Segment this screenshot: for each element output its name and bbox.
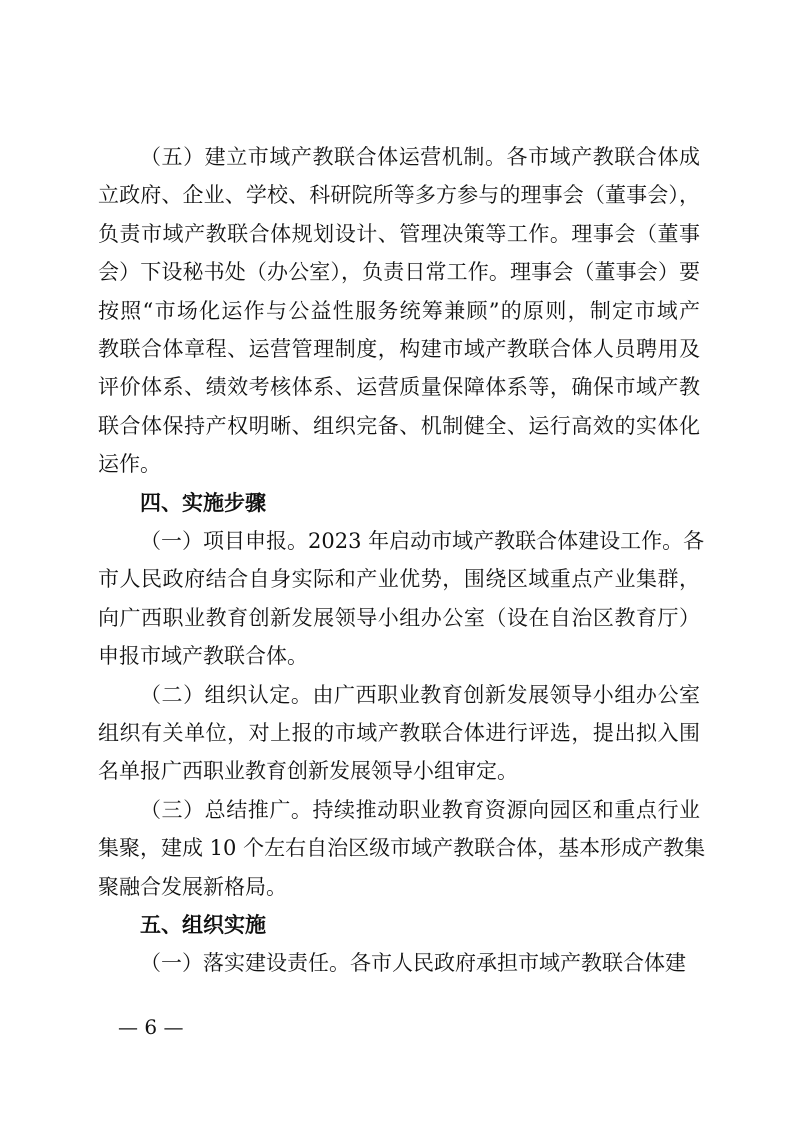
paragraph-line: （三）总结推广。持续推动职业教育资源向园区和重点行业 <box>140 798 700 822</box>
paragraph-line: 联合体保持产权明晰、组织完备、机制健全、运行高效的实体化 <box>98 414 700 438</box>
paragraph-line: （五）建立市域产教联合体运营机制。各市域产教联合体成 <box>140 145 700 169</box>
paragraph-line: 评价体系、绩效考核体系、运营质量保障体系等，确保市域产教 <box>98 375 700 399</box>
paragraph-line: 立政府、企业、学校、科研院所等多方参与的理事会（董事会）， <box>98 183 700 207</box>
paragraph-line: 教联合体章程、运营管理制度，构建市域产教联合体人员聘用及 <box>98 337 700 361</box>
paragraph-line: 向广西职业教育创新发展领导小组办公室（设在自治区教育厅） <box>98 606 700 630</box>
section-heading: 五、组织实施 <box>140 913 266 937</box>
paragraph-line: 按照“市场化运作与公益性服务统筹兼顾”的原则，制定市域产 <box>98 299 700 323</box>
paragraph-line: 名单报广西职业教育创新发展领导小组审定。 <box>98 759 518 783</box>
paragraph-line: 聚融合发展新格局。 <box>98 875 287 899</box>
page-number: — 6 — <box>118 1015 184 1039</box>
paragraph-line: （二）组织认定。由广西职业教育创新发展领导小组办公室 <box>140 683 700 707</box>
section-heading: 四、实施步骤 <box>140 491 266 515</box>
paragraph-line: 负责市域产教联合体规划设计、管理决策等工作。理事会（董事 <box>98 222 700 246</box>
paragraph-line: 集聚，建成 10 个左右自治区级市域产教联合体，基本形成产教集 <box>98 836 706 860</box>
paragraph-line: 会）下设秘书处（办公室），负责日常工作。理事会（董事会）要 <box>98 260 700 284</box>
paragraph-line: 运作。 <box>98 452 161 476</box>
paragraph-line: （一）落实建设责任。各市人民政府承担市域产教联合体建 <box>140 951 686 975</box>
paragraph-line: 申报市域产教联合体。 <box>98 644 308 668</box>
paragraph-line: 组织有关单位，对上报的市域产教联合体进行评选，提出拟入围 <box>98 721 700 745</box>
paragraph-line: （一）项目申报。2023 年启动市域产教联合体建设工作。各 <box>140 529 705 553</box>
paragraph-line: 市人民政府结合自身实际和产业优势，围绕区域重点产业集群， <box>98 567 700 591</box>
